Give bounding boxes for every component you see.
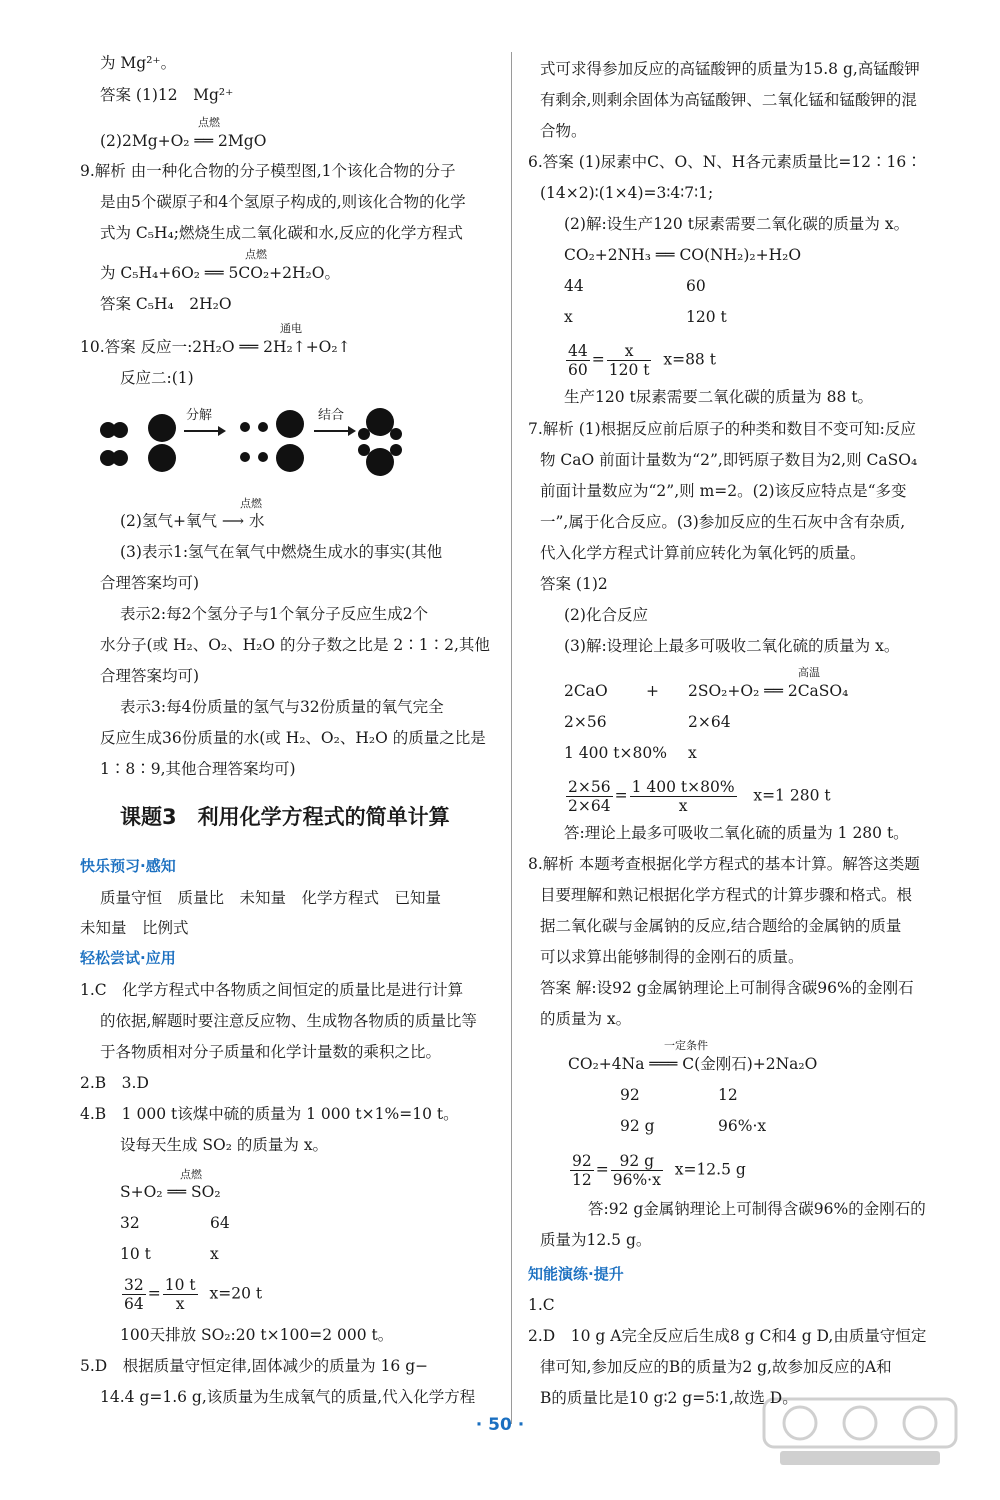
text-line: 反应二:(1) — [120, 369, 194, 387]
ratio-value: x — [688, 744, 697, 762]
answer-line: 答案 (1)12 Mg²⁺ — [100, 86, 234, 104]
molecule-diagram — [100, 400, 480, 490]
text-line: 的质量为 x。 — [540, 1010, 632, 1028]
ratio-value: 12 — [718, 1086, 738, 1104]
ratio-value: 44 — [564, 277, 584, 295]
text-line: 式为 C₅H₄;燃烧生成二氧化碳和水,反应的化学方程式 — [100, 224, 463, 242]
text-line: 100天排放 SO₂:20 t×100=2 000 t。 — [120, 1326, 394, 1344]
text-line: 6.答案 (1)尿素中C、O、N、H各元素质量比=12∶16∶ — [528, 153, 922, 171]
text-line: 前面计量数应为“2”,则 m=2。(2)该反应特点是“多变 — [540, 482, 907, 500]
equation-part: 2CaO — [564, 682, 608, 700]
equation-line: (2)氢气+氧气 ⟶ 水 — [120, 512, 265, 530]
text-line: 代入化学方程式计算前应转化为氧化钙的质量。 — [540, 544, 866, 562]
text-line: 生产120 t尿素需要二氧化碳的质量为 88 t。 — [564, 388, 874, 406]
condition-label: 高温 — [798, 666, 820, 679]
text-line: 答:92 g金属钠理论上可制得含碳96%的金刚石的 — [588, 1200, 926, 1218]
ratio-value: 96%·x — [718, 1117, 767, 1135]
text-line: 7.解析 (1)根据反应前后原子的种类和数目不变可知:反应 — [528, 420, 916, 438]
section-heading: 快乐预习·感知 — [80, 857, 176, 875]
text-line: 未知量 比例式 — [80, 919, 189, 937]
arrow-icon — [314, 430, 354, 432]
text-line: 5.D 根据质量守恒定律,固体减少的质量为 16 g− — [80, 1357, 429, 1375]
text-line: 表示3:每4份质量的氢气与32份质量的氧气完全 — [120, 698, 444, 716]
proportion-line: $\frac{44}{60}$ = $\frac{x}{120 t}$ x=88 t — [568, 342, 716, 379]
text-line: 2.D 10 g A完全反应后生成8 g C和4 g D,由质量守恒定 — [528, 1327, 927, 1345]
proportion-line: $\frac{2\times 56}{2\times 64}$ = $\frac{1 400 t\times 80\%}{x}$ x=1 280 t — [568, 778, 831, 815]
column-divider — [511, 52, 512, 1424]
section-heading: 知能演练·提升 — [528, 1265, 624, 1283]
text-line: 1∶8∶9,其他合理答案均可) — [100, 760, 296, 778]
text-line: 有剩余,则剩余固体为高锰酸钾、二氧化锰和锰酸钾的混 — [540, 91, 917, 109]
equation-line: CO₂+2NH₃ ══ CO(NH₂)₂+H₂O — [564, 246, 802, 264]
text-line: (3)解:设理论上最多可吸收二氧化硫的质量为 x。 — [564, 637, 900, 655]
text-line: (3)表示1:氢气在氧气中燃烧生成水的事实(其他 — [120, 543, 443, 561]
condition-label: 点燃 — [180, 1168, 202, 1181]
text-line: 律可知,参加反应的B的质量为2 g,故参加反应的A和 — [540, 1358, 892, 1376]
equation-part: + — [646, 682, 659, 700]
text-line: 是由5个碳原子和4个氢原子构成的,则该化合物的化学 — [100, 193, 466, 211]
text-line: 设每天生成 SO₂ 的质量为 x。 — [120, 1136, 329, 1154]
text-line: 质量守恒 质量比 未知量 化学方程式 已知量 — [100, 889, 442, 907]
text-line: 式可求得参加反应的高锰酸钾的质量为15.8 g,高锰酸钾 — [540, 60, 920, 78]
arrow-label: 结合 — [318, 408, 345, 423]
ratio-value: x — [564, 308, 573, 326]
fraction: $\frac{x}{120 t}$ — [608, 342, 650, 379]
ratio-value: 92 — [620, 1086, 640, 1104]
text-line: 14.4 g=1.6 g,该质量为生成氧气的质量,代入化学方程 — [100, 1388, 476, 1406]
equation-line: CO₂+4Na ═══ C(金刚石)+2Na₂O — [568, 1055, 818, 1073]
condition-label: 通电 — [280, 322, 302, 335]
text-line: (2)化合反应 — [564, 606, 648, 624]
condition-label: 点燃 — [240, 497, 262, 510]
ratio-value: 1 400 t×80% — [564, 744, 667, 762]
text-line: 1.C — [528, 1296, 555, 1314]
text-line: 质量为12.5 g。 — [540, 1231, 652, 1249]
text-line: (2)解:设生产120 t尿素需要二氧化碳的质量为 x。 — [564, 215, 910, 233]
page-number: · 50 · — [475, 1415, 525, 1435]
fraction: $\frac{44}{60}$ — [568, 342, 588, 379]
arrow-label: 分解 — [186, 408, 213, 423]
text-line: 物 CaO 前面计量数为“2”,即钙原子数目为2,则 CaSO₄ — [540, 451, 918, 469]
text-line: 1.C 化学方程式中各物质之间恒定的质量比是进行计算 — [80, 981, 464, 999]
condition-label: 点燃 — [198, 116, 220, 129]
equation-line: 10.答案 反应一:2H₂O ══ 2H₂↑+O₂↑ — [80, 338, 351, 356]
text-line: 反应生成36份质量的水(或 H₂、O₂、H₂O 的质量之比是 — [100, 729, 486, 747]
text-line: 4.B 1 000 t该煤中硫的质量为 1 000 t×1%=10 t。 — [80, 1105, 459, 1123]
ratio-value: 2×64 — [688, 713, 731, 731]
ratio-value: 120 t — [686, 308, 727, 326]
text-line: 为 Mg²⁺。 — [100, 54, 177, 72]
text-line: 水分子(或 H₂、O₂、H₂O 的分子数之比是 2∶1∶2,其他 — [100, 636, 490, 654]
arrow-icon — [184, 430, 224, 432]
proportion-line: $\frac{32}{64}$ = $\frac{10 t}{x}$ x=20 t — [124, 1276, 263, 1313]
text-line: 2.B 3.D — [80, 1074, 149, 1092]
text-line: 9.解析 由一种化合物的分子模型图,1个该化合物的分子 — [80, 162, 456, 180]
text-line: B的质量比是10 g∶2 g=5∶1,故选 D。 — [540, 1389, 798, 1407]
text-line: 的依据,解题时要注意反应物、生成物各物质的质量比等 — [100, 1012, 477, 1030]
text-line: 答:理论上最多可吸收二氧化硫的质量为 1 280 t。 — [564, 824, 909, 842]
text-line: 合理答案均可) — [100, 574, 200, 592]
ratio-value: 64 — [210, 1214, 230, 1232]
answer-line: 答案 C₅H₄ 2H₂O — [100, 295, 232, 313]
fraction: $\frac{32}{64}$ — [124, 1276, 144, 1313]
proportion-line: $\frac{92}{12}$ = $\frac{92 g}{96\%\cdot x}$ x=12.5 g — [572, 1152, 746, 1189]
fraction: $\frac{1 400 t\times 80\%}{x}$ — [631, 778, 735, 815]
fraction: $\frac{2\times 56}{2\times 64}$ — [568, 778, 611, 815]
text-line: 一”,属于化合反应。(3)参加反应的生石灰中含有杂质, — [540, 513, 906, 531]
equation-line: 为 C₅H₄+6O₂ ══ 5CO₂+2H₂O。 — [100, 264, 340, 282]
ratio-value: 32 — [120, 1214, 140, 1232]
text-line: 据二氧化碳与金属钠的反应,结合题给的金属钠的质量 — [540, 917, 902, 935]
text-line: 于各物质相对分子质量和化学计量数的乘积之比。 — [100, 1043, 442, 1061]
answer-line: 答案 解:设92 g金属钠理论上可制得含碳96%的金刚石 — [540, 979, 914, 997]
ratio-value: x — [210, 1245, 219, 1263]
condition-label: 点燃 — [245, 248, 267, 261]
watermark-logo — [760, 1395, 960, 1470]
text-line: (14×2)∶(1×4)=3∶4∶7∶1; — [540, 184, 714, 202]
answer-line: 答案 (1)2 — [540, 575, 608, 593]
equation-line: (2)2Mg+O₂ ══ 2MgO — [100, 132, 267, 150]
fraction: $\frac{92}{12}$ — [572, 1152, 592, 1189]
text-line: 可以求算出能够制得的金刚石的质量。 — [540, 948, 804, 966]
ratio-value: 2×56 — [564, 713, 607, 731]
fraction: $\frac{92 g}{96\%\cdot x}$ — [612, 1152, 661, 1189]
condition-label: 一定条件 — [664, 1039, 708, 1052]
text-line: 目要理解和熟记根据化学方程式的计算步骤和格式。根 — [540, 886, 913, 904]
text-line: 表示2:每2个氢分子与1个氧分子反应生成2个 — [120, 605, 429, 623]
ratio-value: 92 g — [620, 1117, 655, 1135]
equation-part: 2SO₂+O₂ ══ 2CaSO₄ — [688, 682, 849, 700]
text-line: 合理答案均可) — [100, 667, 200, 685]
text-line: 8.解析 本题考查根据化学方程式的基本计算。解答这类题 — [528, 855, 920, 873]
ratio-value: 60 — [686, 277, 706, 295]
text-line: 合物。 — [540, 122, 587, 140]
fraction: $\frac{10 t}{x}$ — [164, 1276, 196, 1313]
ratio-value: 10 t — [120, 1245, 151, 1263]
section-heading: 轻松尝试·应用 — [80, 949, 176, 967]
lesson-title: 课题3 利用化学方程式的简单计算 — [120, 805, 450, 829]
equation-line: S+O₂ ══ SO₂ — [120, 1183, 221, 1201]
